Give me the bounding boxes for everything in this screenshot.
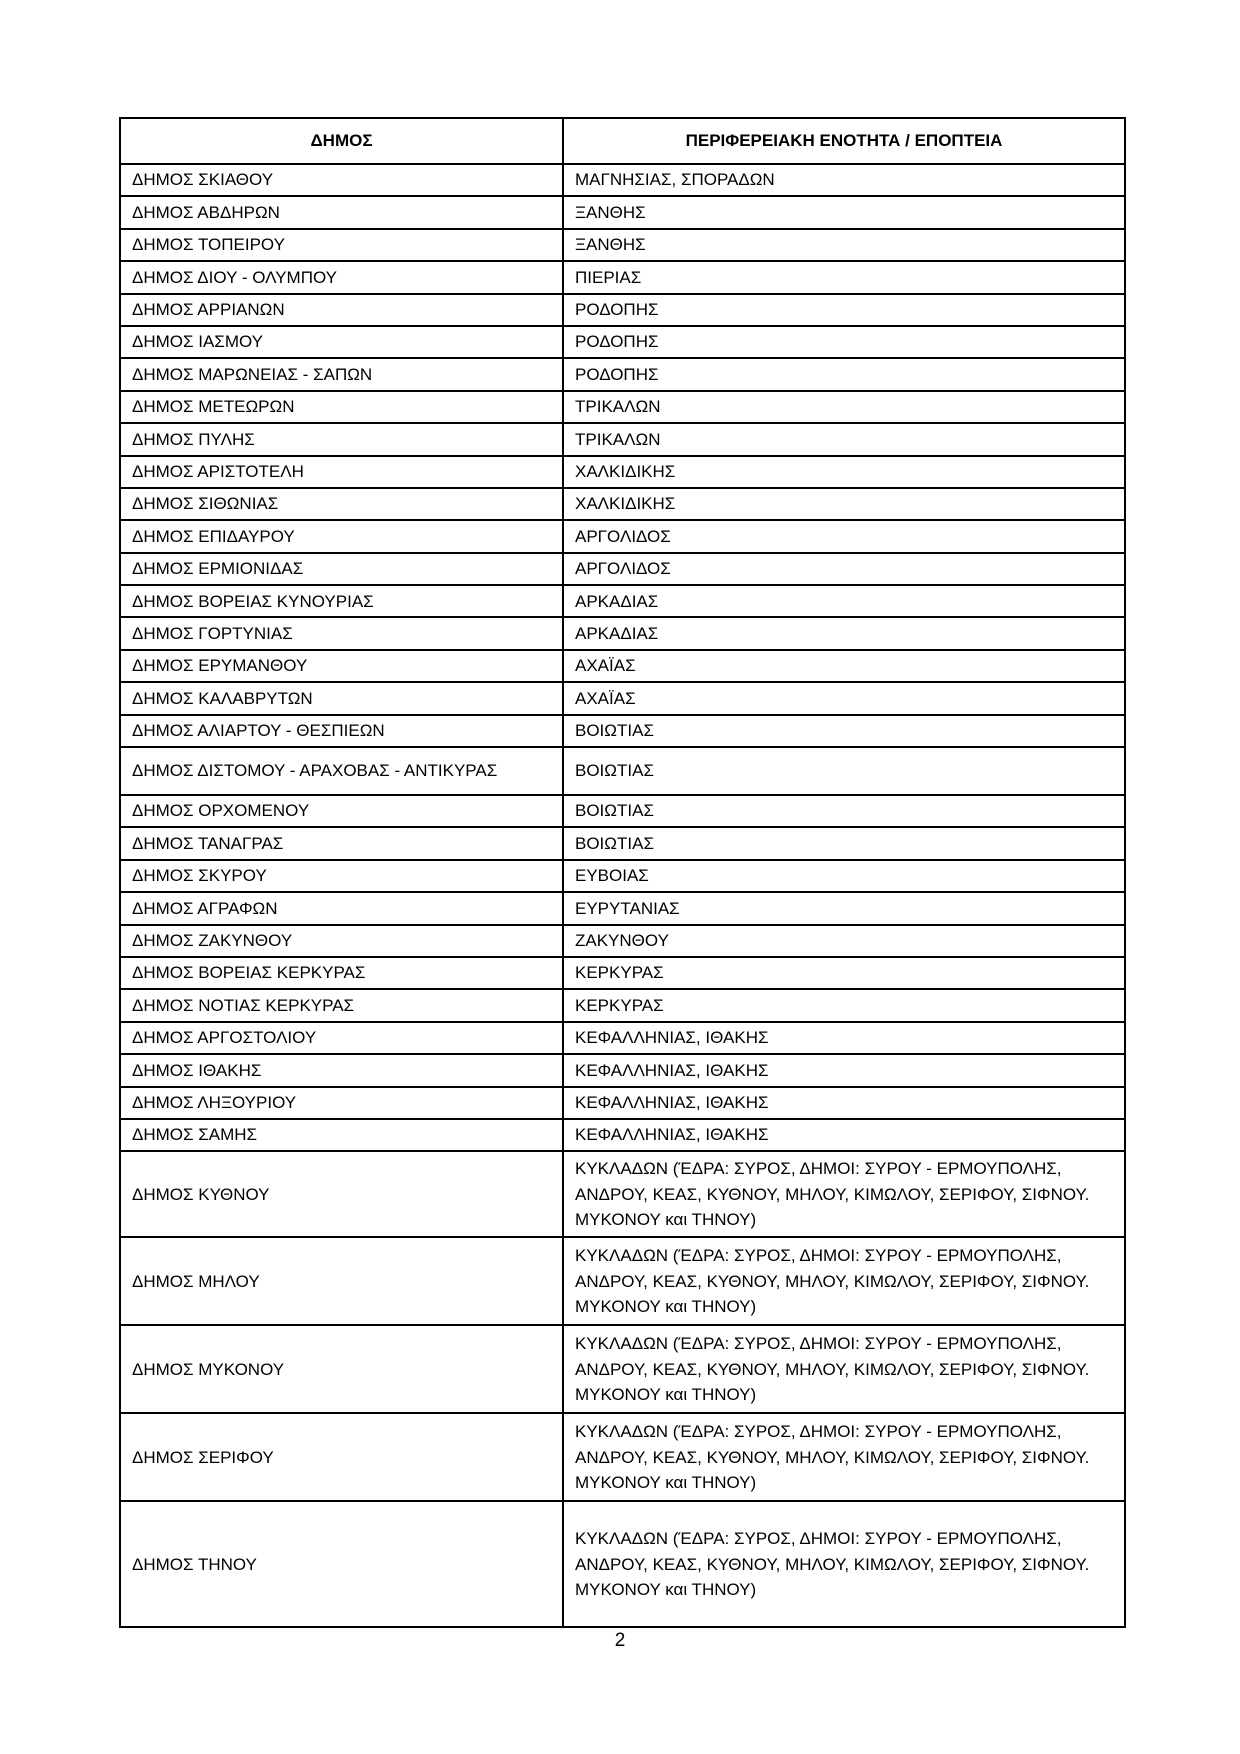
municipality-cell: ΔΗΜΟΣ ΣΚΥΡΟΥ	[120, 860, 563, 892]
regional-unit-cell: ΧΑΛΚΙΔΙΚΗΣ	[563, 488, 1125, 520]
table-row	[120, 520, 1125, 552]
regional-unit-cell: ΑΡΚΑΔΙΑΣ	[563, 617, 1125, 649]
municipality-cell: ΔΗΜΟΣ ΑΡΓΟΣΤΟΛΙΟΥ	[120, 1022, 563, 1054]
regional-unit-cell: ΒΟΙΩΤΙΑΣ	[563, 795, 1125, 827]
municipality-cell: ΔΗΜΟΣ ΙΑΣΜΟΥ	[120, 326, 563, 358]
regional-unit-cell: ΞΑΝΘΗΣ	[563, 229, 1125, 261]
regional-unit-cell: ΑΧΑΪΑΣ	[563, 650, 1125, 682]
municipality-cell: ΔΗΜΟΣ ΖΑΚΥΝΘΟΥ	[120, 925, 563, 957]
table-row	[120, 617, 1125, 649]
table-header-row	[120, 118, 1125, 164]
page-number: 2	[614, 1630, 626, 1651]
table-row	[120, 1237, 1125, 1325]
municipality-cell: ΔΗΜΟΣ ΒΟΡΕΙΑΣ ΚΕΡΚΥΡΑΣ	[120, 957, 563, 989]
municipality-cell: ΔΗΜΟΣ ΤΗΝΟΥ	[120, 1501, 563, 1627]
table-row	[120, 585, 1125, 617]
regional-unit-cell: ΤΡΙΚΑΛΩΝ	[563, 391, 1125, 423]
regional-unit-cell: ΚΕΡΚΥΡΑΣ	[563, 989, 1125, 1021]
regional-unit-cell: ΑΡΚΑΔΙΑΣ	[563, 585, 1125, 617]
regional-unit-cell: ΜΑΓΝΗΣΙΑΣ, ΣΠΟΡΑΔΩΝ	[563, 164, 1125, 196]
municipality-cell: ΔΗΜΟΣ ΝΟΤΙΑΣ ΚΕΡΚΥΡΑΣ	[120, 989, 563, 1021]
regional-unit-cell: ΚΥΚΛΑΔΩΝ (ΈΔΡΑ: ΣΥΡΟΣ, ΔΗΜΟΙ: ΣΥΡΟΥ - ΕΡΜΟΥΠΟΛΗΣ, ΑΝΔΡΟΥ, ΚΕΑΣ, ΚΥΘΝΟΥ, ΜΗΛΟΥ, ΚΙΜΩΛΟΥ, ΣΕΡΙΦΟΥ, ΣΙΦΝΟΥ. ΜΥΚΟΝΟΥ και ΤΗΝΟΥ)	[563, 1151, 1125, 1237]
municipalities-table	[119, 117, 1126, 1628]
table-row	[120, 925, 1125, 957]
table-row	[120, 682, 1125, 714]
municipality-cell: ΔΗΜΟΣ ΑΓΡΑΦΩΝ	[120, 892, 563, 924]
municipality-cell: ΔΗΜΟΣ ΜΑΡΩΝΕΙΑΣ - ΣΑΠΩΝ	[120, 358, 563, 390]
municipality-cell: ΔΗΜΟΣ ΛΗΞΟΥΡΙΟΥ	[120, 1087, 563, 1119]
municipality-cell: ΔΗΜΟΣ ΚΑΛΑΒΡΥΤΩΝ	[120, 682, 563, 714]
column-header-regional-unit: ΠΕΡΙΦΕΡΕΙΑΚΗ ΕΝΟΤΗΤΑ / ΕΠΟΠΤΕΙΑ	[563, 118, 1125, 164]
municipality-cell: ΔΗΜΟΣ ΓΟΡΤΥΝΙΑΣ	[120, 617, 563, 649]
table-row	[120, 1325, 1125, 1413]
municipality-cell: ΔΗΜΟΣ ΤΟΠΕΙΡΟΥ	[120, 229, 563, 261]
regional-unit-cell: ΚΕΦΑΛΛΗΝΙΑΣ, ΙΘΑΚΗΣ	[563, 1054, 1125, 1086]
table-row	[120, 358, 1125, 390]
regional-unit-cell: ΑΡΓΟΛΙΔΟΣ	[563, 520, 1125, 552]
regional-unit-cell: ΞΑΝΘΗΣ	[563, 196, 1125, 228]
table-row	[120, 1413, 1125, 1501]
table-row	[120, 261, 1125, 293]
regional-unit-cell: ΤΡΙΚΑΛΩΝ	[563, 423, 1125, 455]
table-row	[120, 715, 1125, 747]
municipality-cell: ΔΗΜΟΣ ΣΚΙΑΘΟΥ	[120, 164, 563, 196]
regional-unit-cell: ΚΥΚΛΑΔΩΝ (ΈΔΡΑ: ΣΥΡΟΣ, ΔΗΜΟΙ: ΣΥΡΟΥ - ΕΡΜΟΥΠΟΛΗΣ, ΑΝΔΡΟΥ, ΚΕΑΣ, ΚΥΘΝΟΥ, ΜΗΛΟΥ, ΚΙΜΩΛΟΥ, ΣΕΡΙΦΟΥ, ΣΙΦΝΟΥ. ΜΥΚΟΝΟΥ και ΤΗΝΟΥ)	[563, 1325, 1125, 1413]
municipality-cell: ΔΗΜΟΣ ΕΠΙΔΑΥΡΟΥ	[120, 520, 563, 552]
regional-unit-cell: ΚΥΚΛΑΔΩΝ (ΈΔΡΑ: ΣΥΡΟΣ, ΔΗΜΟΙ: ΣΥΡΟΥ - ΕΡΜΟΥΠΟΛΗΣ, ΑΝΔΡΟΥ, ΚΕΑΣ, ΚΥΘΝΟΥ, ΜΗΛΟΥ, ΚΙΜΩΛΟΥ, ΣΕΡΙΦΟΥ, ΣΙΦΝΟΥ. ΜΥΚΟΝΟΥ και ΤΗΝΟΥ)	[563, 1237, 1125, 1325]
regional-unit-cell: ΖΑΚΥΝΘΟΥ	[563, 925, 1125, 957]
municipality-cell: ΔΗΜΟΣ ΙΘΑΚΗΣ	[120, 1054, 563, 1086]
municipality-cell: ΔΗΜΟΣ ΑΒΔΗΡΩΝ	[120, 196, 563, 228]
table-row	[120, 488, 1125, 520]
municipality-cell: ΔΗΜΟΣ ΔΙΟΥ - ΟΛΥΜΠΟΥ	[120, 261, 563, 293]
table-row	[120, 827, 1125, 859]
table-row	[120, 747, 1125, 795]
municipality-cell: ΔΗΜΟΣ ΑΡΡΙΑΝΩΝ	[120, 294, 563, 326]
municipality-cell: ΔΗΜΟΣ ΚΥΘΝΟΥ	[120, 1151, 563, 1237]
regional-unit-cell: ΡΟΔΟΠΗΣ	[563, 358, 1125, 390]
table-row	[120, 1087, 1125, 1119]
table-row	[120, 326, 1125, 358]
table-row	[120, 196, 1125, 228]
municipality-cell: ΔΗΜΟΣ ΣΕΡΙΦΟΥ	[120, 1413, 563, 1501]
table-row	[120, 294, 1125, 326]
table-row	[120, 456, 1125, 488]
municipality-cell: ΔΗΜΟΣ ΣΙΘΩΝΙΑΣ	[120, 488, 563, 520]
table-row	[120, 1022, 1125, 1054]
municipality-cell: ΔΗΜΟΣ ΜΗΛΟΥ	[120, 1237, 563, 1325]
municipality-cell: ΔΗΜΟΣ ΜΥΚΟΝΟΥ	[120, 1325, 563, 1413]
table-row	[120, 860, 1125, 892]
municipality-cell: ΔΗΜΟΣ ΒΟΡΕΙΑΣ ΚΥΝΟΥΡΙΑΣ	[120, 585, 563, 617]
regional-unit-cell: ΠΙΕΡΙΑΣ	[563, 261, 1125, 293]
regional-unit-cell: ΑΧΑΪΑΣ	[563, 682, 1125, 714]
table-row	[120, 229, 1125, 261]
column-header-municipality: ΔΗΜΟΣ	[120, 118, 563, 164]
table-row	[120, 553, 1125, 585]
table-body	[120, 164, 1125, 1627]
municipality-cell: ΔΗΜΟΣ ΔΙΣΤΟΜΟΥ - ΑΡΑΧΟΒΑΣ - ΑΝΤΙΚΥΡΑΣ	[120, 747, 563, 795]
municipality-cell: ΔΗΜΟΣ ΜΕΤΕΩΡΩΝ	[120, 391, 563, 423]
regional-unit-cell: ΡΟΔΟΠΗΣ	[563, 326, 1125, 358]
table-row	[120, 650, 1125, 682]
municipality-cell: ΔΗΜΟΣ ΑΡΙΣΤΟΤΕΛΗ	[120, 456, 563, 488]
municipality-cell: ΔΗΜΟΣ ΟΡΧΟΜΕΝΟΥ	[120, 795, 563, 827]
table-row	[120, 1119, 1125, 1151]
regional-unit-cell: ΡΟΔΟΠΗΣ	[563, 294, 1125, 326]
table-row	[120, 1501, 1125, 1627]
regional-unit-cell: ΚΕΡΚΥΡΑΣ	[563, 957, 1125, 989]
municipality-cell: ΔΗΜΟΣ ΕΡΥΜΑΝΘΟΥ	[120, 650, 563, 682]
regional-unit-cell: ΚΕΦΑΛΛΗΝΙΑΣ, ΙΘΑΚΗΣ	[563, 1087, 1125, 1119]
table-row	[120, 795, 1125, 827]
regional-unit-cell: ΒΟΙΩΤΙΑΣ	[563, 827, 1125, 859]
table-row	[120, 423, 1125, 455]
regional-unit-cell: ΚΥΚΛΑΔΩΝ (ΈΔΡΑ: ΣΥΡΟΣ, ΔΗΜΟΙ: ΣΥΡΟΥ - ΕΡΜΟΥΠΟΛΗΣ, ΑΝΔΡΟΥ, ΚΕΑΣ, ΚΥΘΝΟΥ, ΜΗΛΟΥ, ΚΙΜΩΛΟΥ, ΣΕΡΙΦΟΥ, ΣΙΦΝΟΥ. ΜΥΚΟΝΟΥ και ΤΗΝΟΥ)	[563, 1413, 1125, 1501]
regional-unit-cell: ΚΥΚΛΑΔΩΝ (ΈΔΡΑ: ΣΥΡΟΣ, ΔΗΜΟΙ: ΣΥΡΟΥ - ΕΡΜΟΥΠΟΛΗΣ, ΑΝΔΡΟΥ, ΚΕΑΣ, ΚΥΘΝΟΥ, ΜΗΛΟΥ, ΚΙΜΩΛΟΥ, ΣΕΡΙΦΟΥ, ΣΙΦΝΟΥ. ΜΥΚΟΝΟΥ και ΤΗΝΟΥ)	[563, 1501, 1125, 1627]
table-row	[120, 1054, 1125, 1086]
regional-unit-cell: ΚΕΦΑΛΛΗΝΙΑΣ, ΙΘΑΚΗΣ	[563, 1119, 1125, 1151]
municipality-cell: ΔΗΜΟΣ ΕΡΜΙΟΝΙΔΑΣ	[120, 553, 563, 585]
municipality-cell: ΔΗΜΟΣ ΣΑΜΗΣ	[120, 1119, 563, 1151]
table-row	[120, 989, 1125, 1021]
table-row	[120, 892, 1125, 924]
regional-unit-cell: ΒΟΙΩΤΙΑΣ	[563, 747, 1125, 795]
table-row	[120, 164, 1125, 196]
regional-unit-cell: ΕΥΡΥΤΑΝΙΑΣ	[563, 892, 1125, 924]
regional-unit-cell: ΕΥΒΟΙΑΣ	[563, 860, 1125, 892]
table-row	[120, 957, 1125, 989]
regional-unit-cell: ΧΑΛΚΙΔΙΚΗΣ	[563, 456, 1125, 488]
regional-unit-cell: ΑΡΓΟΛΙΔΟΣ	[563, 553, 1125, 585]
regional-unit-cell: ΒΟΙΩΤΙΑΣ	[563, 715, 1125, 747]
table-row	[120, 391, 1125, 423]
municipality-cell: ΔΗΜΟΣ ΑΛΙΑΡΤΟΥ - ΘΕΣΠΙΕΩΝ	[120, 715, 563, 747]
table-row	[120, 1151, 1125, 1237]
municipality-cell: ΔΗΜΟΣ ΠΥΛΗΣ	[120, 423, 563, 455]
regional-unit-cell: ΚΕΦΑΛΛΗΝΙΑΣ, ΙΘΑΚΗΣ	[563, 1022, 1125, 1054]
municipality-cell: ΔΗΜΟΣ ΤΑΝΑΓΡΑΣ	[120, 827, 563, 859]
